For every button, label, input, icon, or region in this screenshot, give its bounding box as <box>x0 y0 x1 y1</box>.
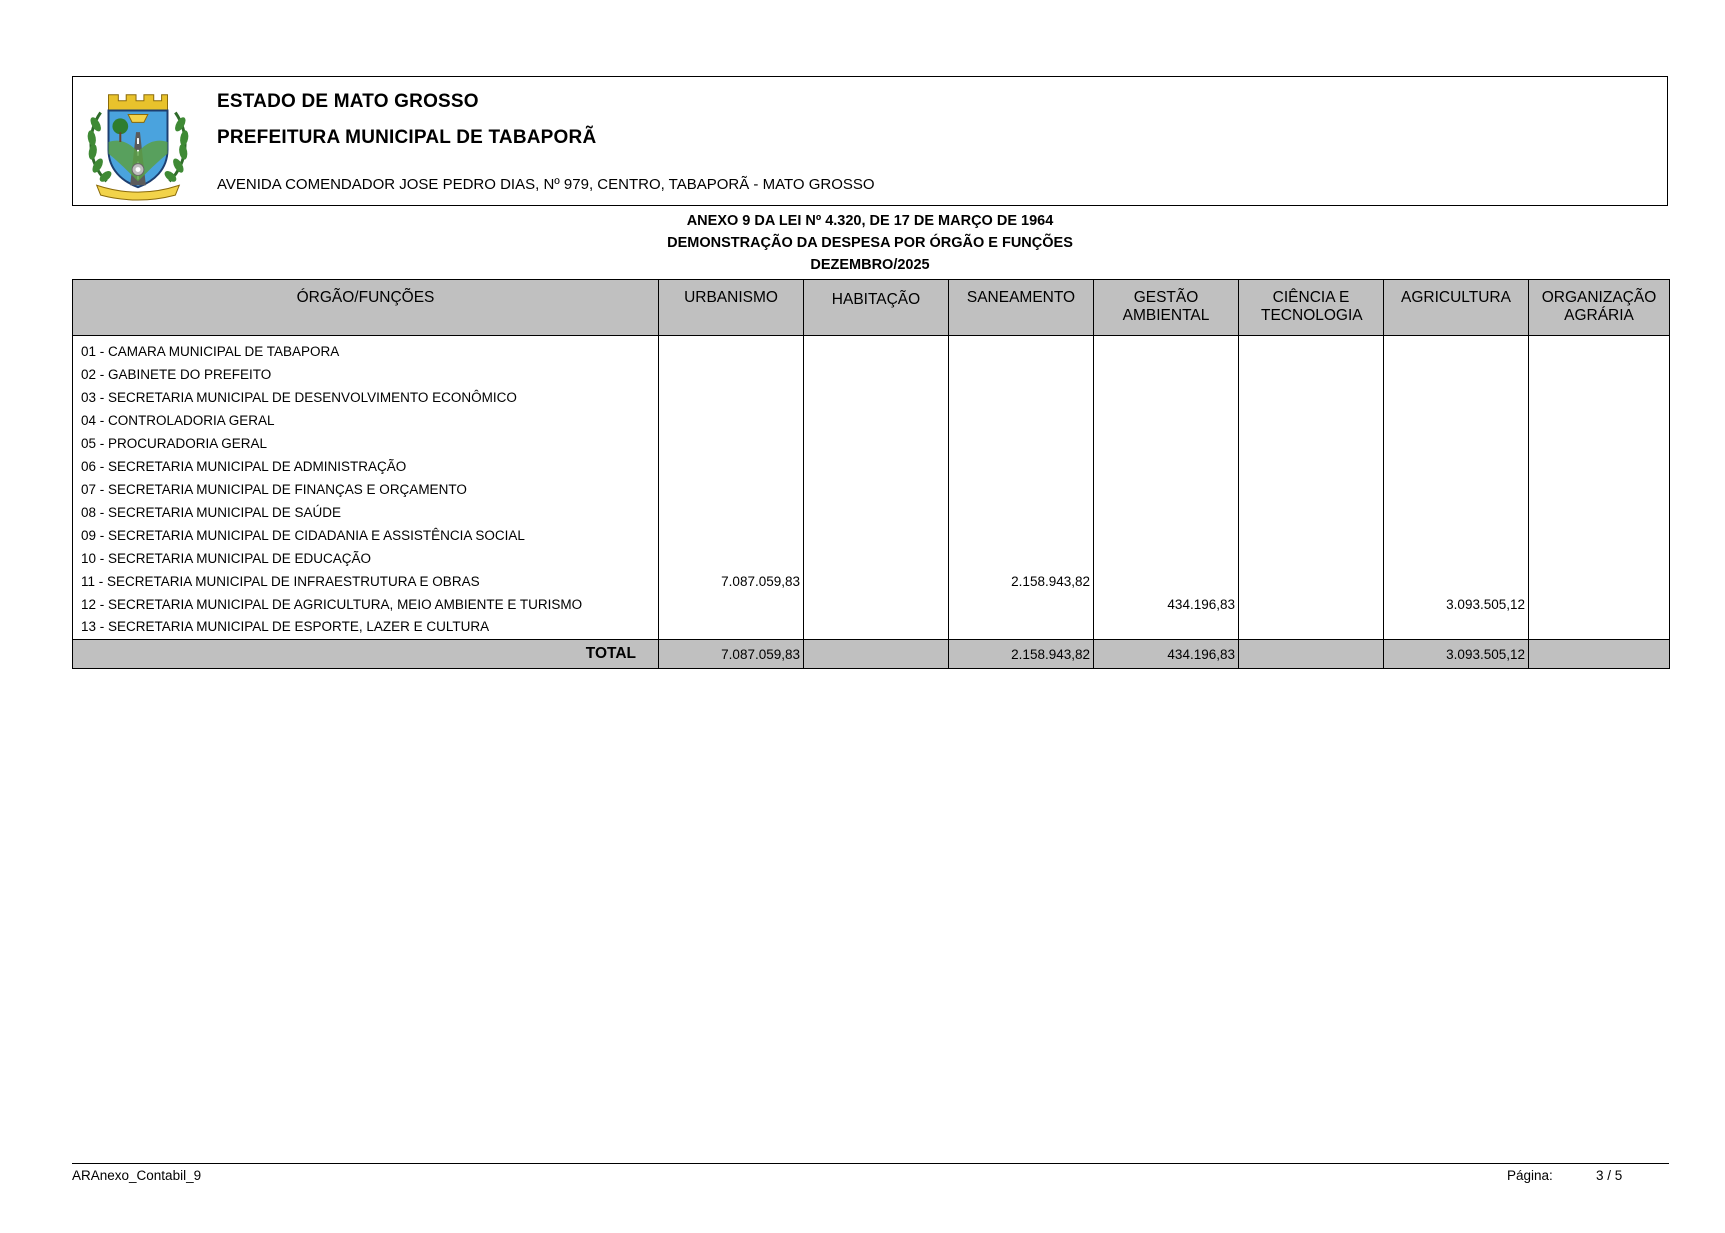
report-title-law: ANEXO 9 DA LEI Nº 4.320, DE 17 DE MARÇO DE 1964 <box>686 213 1054 229</box>
value-cell <box>949 363 1094 386</box>
value-cell <box>1094 570 1239 593</box>
report-title-period: DEZEMBRO/2025 <box>810 257 930 273</box>
header-address: AVENIDA COMENDADOR JOSE PEDRO DIAS, Nº 979, CENTRO, TABAPORÃ - MATO GROSSO <box>217 176 875 193</box>
value-cell <box>659 363 804 386</box>
value-cell <box>1384 570 1529 593</box>
value-cell <box>1094 617 1239 640</box>
expense-table <box>72 279 1670 669</box>
value-cell <box>1094 363 1239 386</box>
value-cell <box>949 617 1094 640</box>
value-cell: 2.158.943,82 <box>949 570 1094 593</box>
value-cell <box>1384 524 1529 547</box>
footer-divider <box>72 1163 1669 1164</box>
footer-report-id: ARAnexo_Contabil_9 <box>72 1168 202 1183</box>
value-cell <box>1529 524 1670 547</box>
row-label: 08 - SECRETARIA MUNICIPAL DE SAÚDE <box>73 501 659 524</box>
value-cell <box>1384 501 1529 524</box>
value-cell <box>804 593 949 616</box>
value-cell <box>1239 386 1384 409</box>
value-cell <box>1239 617 1384 640</box>
column-header-agricultura: AGRICULTURA <box>1384 280 1529 336</box>
value-cell <box>804 524 949 547</box>
value-cell <box>804 409 949 432</box>
total-cell: 3.093.505,12 <box>1384 640 1529 669</box>
value-cell <box>1239 570 1384 593</box>
table-row <box>73 386 1670 409</box>
row-label: 04 - CONTROLADORIA GERAL <box>73 409 659 432</box>
value-cell <box>1529 409 1670 432</box>
value-cell <box>1529 478 1670 501</box>
total-cell: 2.158.943,82 <box>949 640 1094 669</box>
table-row <box>73 336 1670 363</box>
value-cell <box>804 386 949 409</box>
value-cell <box>804 336 949 363</box>
value-cell <box>804 455 949 478</box>
value-cell: 434.196,83 <box>1094 593 1239 616</box>
total-cell: 434.196,83 <box>1094 640 1239 669</box>
value-cell <box>804 617 949 640</box>
value-cell <box>659 501 804 524</box>
value-cell <box>1529 336 1670 363</box>
value-cell <box>949 524 1094 547</box>
value-cell <box>949 593 1094 616</box>
table-row <box>73 432 1670 455</box>
table-total-row <box>73 640 1670 669</box>
table-row <box>73 593 1670 616</box>
value-cell <box>1094 455 1239 478</box>
total-cell <box>1239 640 1384 669</box>
table-row <box>73 547 1670 570</box>
row-label: 03 - SECRETARIA MUNICIPAL DE DESENVOLVIMENTO ECONÔMICO <box>73 386 659 409</box>
column-header-ciencia-tecnologia: CIÊNCIA E TECNOLOGIA <box>1239 280 1384 336</box>
value-cell <box>1094 524 1239 547</box>
footer-page-label: Página: <box>1507 1168 1553 1183</box>
value-cell <box>804 501 949 524</box>
value-cell <box>1239 478 1384 501</box>
value-cell: 7.087.059,83 <box>659 570 804 593</box>
value-cell <box>949 432 1094 455</box>
value-cell <box>1529 386 1670 409</box>
value-cell: 3.093.505,12 <box>1384 593 1529 616</box>
value-cell <box>659 409 804 432</box>
table-row <box>73 455 1670 478</box>
table-row <box>73 570 1670 593</box>
value-cell <box>659 455 804 478</box>
total-label: TOTAL <box>73 640 659 669</box>
value-cell <box>804 570 949 593</box>
row-label: 06 - SECRETARIA MUNICIPAL DE ADMINISTRAÇÃO <box>73 455 659 478</box>
row-label: 05 - PROCURADORIA GERAL <box>73 432 659 455</box>
value-cell <box>949 547 1094 570</box>
row-label: 12 - SECRETARIA MUNICIPAL DE AGRICULTURA, MEIO AMBIENTE E TURISMO <box>73 593 659 616</box>
value-cell <box>804 432 949 455</box>
value-cell <box>659 524 804 547</box>
total-cell <box>1529 640 1670 669</box>
value-cell <box>1529 617 1670 640</box>
row-label: 07 - SECRETARIA MUNICIPAL DE FINANÇAS E ORÇAMENTO <box>73 478 659 501</box>
value-cell <box>1384 455 1529 478</box>
value-cell <box>949 501 1094 524</box>
value-cell <box>1094 478 1239 501</box>
column-header-habitacao: HABITAÇÃO <box>804 280 949 336</box>
row-label: 09 - SECRETARIA MUNICIPAL DE CIDADANIA E ASSISTÊNCIA SOCIAL <box>73 524 659 547</box>
value-cell <box>949 336 1094 363</box>
value-cell <box>1529 432 1670 455</box>
value-cell <box>1239 547 1384 570</box>
row-label: 13 - SECRETARIA MUNICIPAL DE ESPORTE, LAZER E CULTURA <box>73 617 659 640</box>
table-row <box>73 617 1670 640</box>
table-row <box>73 363 1670 386</box>
value-cell <box>1239 593 1384 616</box>
value-cell <box>1529 570 1670 593</box>
column-header-orgao: ÓRGÃO/FUNÇÕES <box>73 280 659 336</box>
table-row <box>73 478 1670 501</box>
table-row <box>73 409 1670 432</box>
value-cell <box>1239 336 1384 363</box>
footer-page-number: 3 / 5 <box>1596 1168 1623 1183</box>
row-label: 11 - SECRETARIA MUNICIPAL DE INFRAESTRUTURA E OBRAS <box>73 570 659 593</box>
value-cell <box>1239 524 1384 547</box>
value-cell <box>1094 409 1239 432</box>
value-cell <box>659 547 804 570</box>
value-cell <box>1529 455 1670 478</box>
value-cell <box>1384 547 1529 570</box>
value-cell <box>659 593 804 616</box>
value-cell <box>659 336 804 363</box>
row-label: 10 - SECRETARIA MUNICIPAL DE EDUCAÇÃO <box>73 547 659 570</box>
value-cell <box>1094 386 1239 409</box>
coat-of-arms-icon <box>79 83 197 201</box>
report-title-statement: DEMONSTRAÇÃO DA DESPESA POR ÓRGÃO E FUNÇÕES <box>667 235 1073 251</box>
value-cell <box>1094 547 1239 570</box>
value-cell <box>1529 363 1670 386</box>
report-titles <box>72 210 1668 276</box>
value-cell <box>804 363 949 386</box>
value-cell <box>1239 455 1384 478</box>
total-cell <box>804 640 949 669</box>
value-cell <box>1384 478 1529 501</box>
column-header-urbanismo: URBANISMO <box>659 280 804 336</box>
value-cell <box>1384 409 1529 432</box>
table-header-row <box>73 280 1670 336</box>
report-header <box>72 76 1668 206</box>
row-label: 01 - CAMARA MUNICIPAL DE TABAPORA <box>73 336 659 363</box>
value-cell <box>1529 501 1670 524</box>
value-cell <box>949 478 1094 501</box>
value-cell <box>659 478 804 501</box>
value-cell <box>1384 386 1529 409</box>
header-city-hall: PREFEITURA MUNICIPAL DE TABAPORÃ <box>217 127 597 148</box>
value-cell <box>659 617 804 640</box>
value-cell <box>1094 501 1239 524</box>
table-row <box>73 524 1670 547</box>
value-cell <box>949 409 1094 432</box>
value-cell <box>1384 617 1529 640</box>
value-cell <box>804 547 949 570</box>
value-cell <box>1239 409 1384 432</box>
value-cell <box>659 386 804 409</box>
row-label: 02 - GABINETE DO PREFEITO <box>73 363 659 386</box>
value-cell <box>1239 363 1384 386</box>
value-cell <box>949 455 1094 478</box>
header-state: ESTADO DE MATO GROSSO <box>217 91 479 112</box>
value-cell <box>1529 547 1670 570</box>
column-header-saneamento: SANEAMENTO <box>949 280 1094 336</box>
value-cell <box>804 478 949 501</box>
value-cell <box>1384 363 1529 386</box>
value-cell <box>1094 336 1239 363</box>
table-row <box>73 501 1670 524</box>
column-header-organizacao-agraria: ORGANIZAÇÃO AGRÁRIA <box>1529 280 1670 336</box>
value-cell <box>1239 432 1384 455</box>
value-cell <box>1529 593 1670 616</box>
column-header-gestao-ambiental: GESTÃO AMBIENTAL <box>1094 280 1239 336</box>
value-cell <box>659 432 804 455</box>
value-cell <box>1094 432 1239 455</box>
value-cell <box>949 386 1094 409</box>
value-cell <box>1239 501 1384 524</box>
total-cell: 7.087.059,83 <box>659 640 804 669</box>
value-cell <box>1384 336 1529 363</box>
value-cell <box>1384 432 1529 455</box>
